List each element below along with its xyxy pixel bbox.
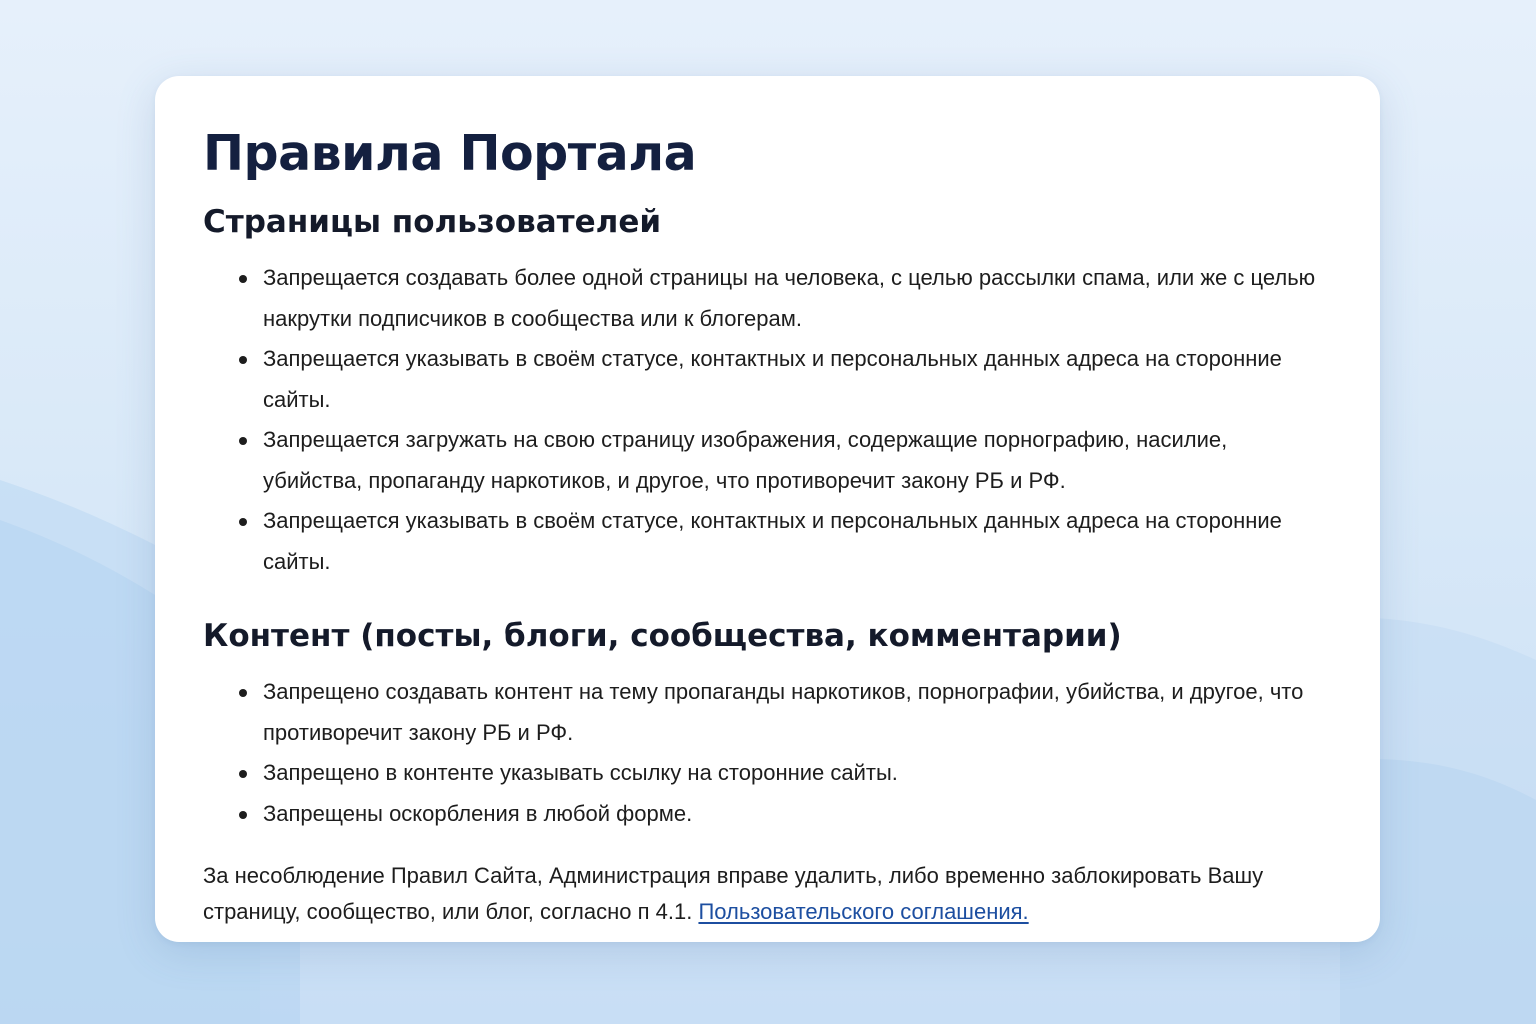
footer-text: За несоблюдение Правил Сайта, Администрация вправе удалить, либо временно заблокировать Вашу страницу, сообщество, или блог, согласно п 4.1. (203, 863, 1264, 924)
rule-text: Запрещено создавать контент на тему пропаганды наркотиков, порнографии, убийства, и другое, что противоречит закону РБ и РФ. (263, 679, 1304, 745)
rule-item (203, 339, 1332, 420)
page-title: Правила Портала (203, 125, 697, 182)
footer-note (203, 858, 1313, 930)
bullet-icon (239, 518, 247, 526)
bullet-icon (239, 770, 247, 778)
bullet-icon (239, 437, 247, 445)
rules-card (155, 76, 1380, 942)
bullet-icon (239, 689, 247, 697)
rule-text: Запрещается создавать более одной страницы на человека, с целью рассылки спама, или же с целью накрутки подписчиков в сообщества или к блогерам. (263, 265, 1316, 331)
section-title-content: Контент (посты, блоги, сообщества, комментарии) (203, 618, 1122, 654)
bullet-icon (239, 356, 247, 364)
bullet-icon (239, 275, 247, 283)
rule-item (203, 672, 1332, 753)
rule-text: Запрещается указывать в своём статусе, контактных и персональных данных адреса на сторонние сайты. (263, 508, 1282, 574)
rule-text: Запрещается загружать на свою страницу изображения, содержащие порнографию, насилие, убийства, пропаганду наркотиков, и другое, что противоречит закону РБ и РФ. (263, 427, 1228, 493)
rule-item (203, 794, 1332, 835)
rule-item (203, 501, 1332, 582)
user-pages-rules-list (203, 258, 1332, 582)
rule-item (203, 753, 1332, 794)
user-agreement-link[interactable]: Пользовательского соглашения. (698, 899, 1029, 924)
rule-text: Запрещены оскорбления в любой форме. (263, 800, 693, 826)
rule-text: Запрещается указывать в своём статусе, контактных и персональных данных адреса на сторонние сайты. (263, 346, 1282, 412)
rule-text: Запрещено в контенте указывать ссылку на сторонние сайты. (263, 760, 898, 785)
content-rules-list (203, 672, 1332, 834)
rule-item (203, 420, 1332, 501)
bullet-icon (239, 811, 247, 819)
rule-item (203, 258, 1332, 339)
section-title-user-pages: Страницы пользователей (203, 204, 662, 240)
